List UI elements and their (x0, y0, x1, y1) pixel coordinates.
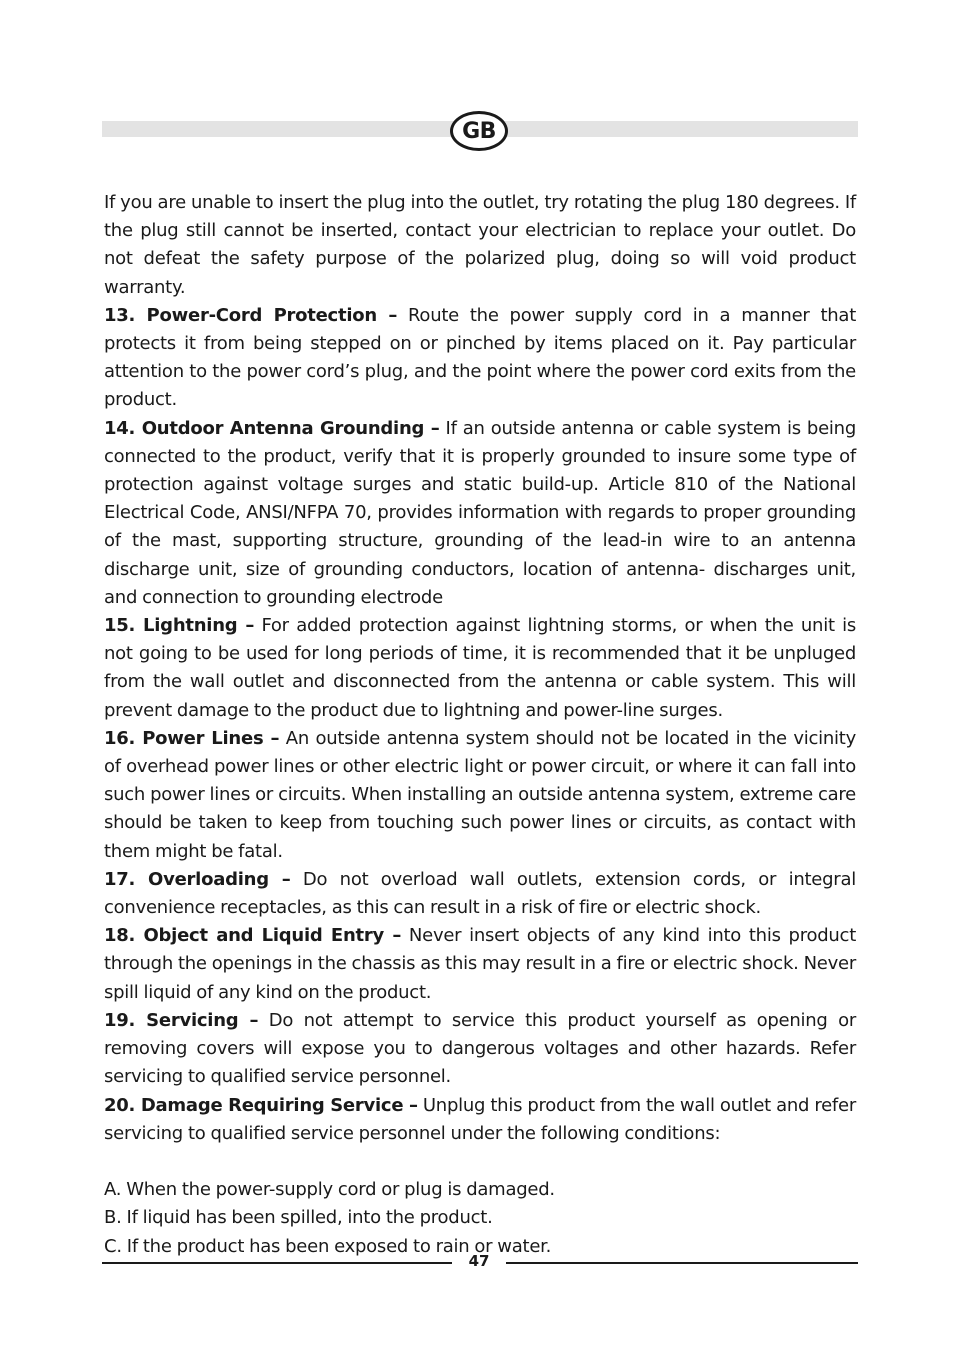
section-heading: 19. Servicing – (104, 1009, 259, 1031)
section-15 (104, 612, 856, 725)
section-text: Unplug this product from the wall outlet and refer servicing to qualified service personnel under the following conditions: (104, 1094, 856, 1144)
page-number: 47 (468, 1252, 490, 1270)
section-heading: 18. Object and Liquid Entry – (104, 925, 402, 947)
section-18 (104, 922, 856, 1007)
section-20 (104, 1092, 856, 1148)
section-heading: 15. Lightning – (104, 615, 255, 637)
section-heading: 17. Overloading – (104, 868, 291, 890)
footer-rule-left (102, 1262, 452, 1264)
section-17 (104, 866, 856, 922)
section-19 (104, 1007, 856, 1092)
section-text: Do not overload wall outlets, extension cords, or integral convenience receptacles, as this can result in a risk of fire or electric shock. (104, 868, 856, 919)
section-text: For added protection against lightning storms, or when the unit is not going to be used for long periods of time, it is recommended that it be unpluged from the wall outlet and disconnected from the antenna or cable system. This will prevent damage to the product due to lightning and power-line surges. (104, 615, 857, 721)
section-text: An outside antenna system should not be located in the vicinity of overhead power lines or other electric light or power circuit, or where it can fall into such power lines or circuits. When installing an outside antenna system, extreme care should be taken to keep from touching such power lines or circuits, as contact with them might be fatal. (104, 727, 856, 862)
section-16 (104, 725, 856, 866)
section-heading: 20. Damage Requiring Service – (104, 1094, 418, 1116)
section-text: Do not attempt to service this product yourself as opening or removing covers will expose you to dangerous voltages and other hazards. Refer servicing to qualified service personnel. (104, 1009, 856, 1088)
section-heading: 13. Power-Cord Protection – (104, 304, 398, 326)
section-heading: 14. Outdoor Antenna Grounding – (104, 417, 440, 439)
condition-item: A. When the power-supply cord or plug is damaged. (104, 1179, 555, 1201)
page-body (104, 189, 856, 1261)
footer-rule-right (506, 1262, 858, 1264)
section-14 (104, 415, 856, 612)
section-text: If an outside antenna or cable system is being connected to the product, verify that it is properly grounded to insure some type of protection against voltage surges and static build-up. Article 810 of the National Electrical Code, ANSI/NFPA 70, provides information with regards to proper grounding of the mast, supporting structure, grounding of the lead-in wire to an antenna discharge unit, size of grounding conductors, location of antenna- discharges unit, and connection to grounding electrode (104, 417, 857, 608)
condition-item: C. If the product has been exposed to rain or water. (104, 1235, 552, 1257)
section-13 (104, 302, 856, 415)
section-text: Never insert objects of any kind into this product through the openings in the chassis as this may result in a fire or electric shock. Never spill liquid of any kind on the product. (104, 925, 856, 1003)
spacer (104, 1148, 856, 1176)
intro-paragraph: If you are unable to insert the plug into the outlet, try rotating the plug 180 degrees. If the plug still cannot be inserted, contact your electrician to replace your outlet. Do not defeat the safety purpose of the polarized plug, doing so will void product warranty. (104, 192, 856, 298)
language-badge: GB (450, 111, 508, 151)
section-heading: 16. Power Lines – (104, 727, 280, 749)
section-text: Route the power supply cord in a manner that protects it from being stepped on or pinched by items placed on it. Pay particular attention to the power cord’s plug, and the point where the power cord exits from the product. (104, 304, 856, 411)
condition-item: B. If liquid has been spilled, into the product. (104, 1207, 493, 1229)
